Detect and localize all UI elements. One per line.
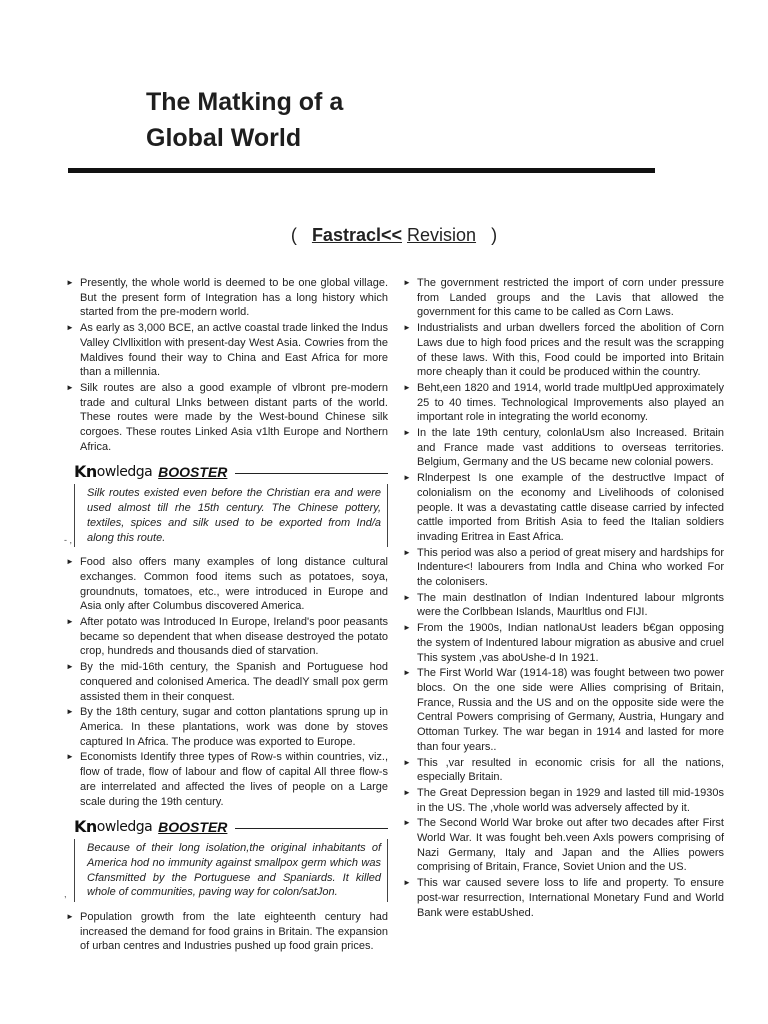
- bullet-arrow-icon: ►: [403, 787, 411, 797]
- list-item: [403, 321, 724, 380]
- bullet-arrow-icon: ►: [66, 557, 74, 567]
- list-item: [403, 591, 724, 620]
- list-item-text: Economists Identify three types of Row-s within countries, viz., flow of trade, flow of labour and flow of capital All three flow-s are interrelated and affected the lives of people on a Large scale during the 19th century.: [80, 751, 388, 808]
- bullet-arrow-icon: ►: [403, 473, 411, 483]
- booster-header: [74, 462, 388, 482]
- booster-rule: [235, 473, 388, 474]
- bullet-arrow-icon: ►: [403, 323, 411, 333]
- list-item: [403, 666, 724, 754]
- list-item-text: From the 1900s, Indian natlonaUst leaders b€gan opposing the system of Indentured labour migration as abusive and cruel This system ,vas aboUshe-d In 1921.: [417, 622, 724, 664]
- list-item: [403, 876, 724, 920]
- list-item-text: The First World War (1914-18) was fought between two power blocs. On the one side were Allies comprising of Britain, France, Russia and the US and on the opposite side were the Central Powers comprising of Germany, Austria, Hungary and Ottoman Turkey. The war began in 1914 and lasted for more than four years..: [417, 667, 724, 753]
- list-item-text: The Second World War broke out after two decades after First World War. It was fought beh.veen Axls powers comprising of Nazi Germany, Italy and Japan and the Allies powers comprising of Britain, France, Soviet Union and the US.: [417, 817, 724, 874]
- list-item-text: The government restricted the import of corn under pressure from Landed groups and the Lavis that allowed the government for this came to be called as Corn Laws.: [417, 277, 724, 319]
- booster-text: Silk routes existed even before the Christian era and were used almost till rhe 15th century. The Chinese pottery, textiles, spices and silk used to be exported from Ind/a along this route.: [74, 484, 388, 547]
- booster-header: [74, 817, 388, 837]
- list-item-text: The main destlnatlon of Indian Indentured labour mlgronts were the Corlbbean Islands, Maurltlus ond FIJI.: [417, 591, 724, 619]
- list-item: [66, 705, 388, 749]
- booster-kn: Kn: [74, 462, 97, 482]
- list-item: [66, 381, 388, 455]
- list-item-text: Rlnderpest Is one example of the destructlve Impact of colonialism on the economy and Livelihoods of colonised people. It was a devastating cattle disease carried by infected cattle imported from British Asia to feed the Italian soldiers invading Eritrea in East Africa.: [417, 472, 724, 543]
- bullet-arrow-icon: ►: [66, 278, 74, 287]
- bullet-arrow-icon: ►: [66, 323, 74, 333]
- left-list-a: [66, 276, 388, 454]
- booster-marks: ,: [64, 889, 67, 900]
- booster-label: BOOSTER: [158, 818, 228, 835]
- bullet-arrow-icon: ►: [66, 662, 74, 672]
- bullet-arrow-icon: ►: [66, 752, 74, 762]
- left-list-c: [66, 910, 388, 954]
- bullet-arrow-icon: ►: [403, 592, 411, 602]
- left-list-b: [66, 555, 388, 809]
- bullet-arrow-icon: ►: [403, 668, 411, 678]
- title-line-1: The Matking of a: [146, 88, 344, 116]
- booster-label: BOOSTER: [158, 464, 228, 481]
- list-item: [403, 621, 724, 665]
- knowledge-booster-1: [64, 458, 388, 549]
- bullet-arrow-icon: ►: [403, 623, 411, 633]
- bullet-arrow-icon: ►: [403, 878, 411, 888]
- list-item-text: Food also offers many examples of long distance cultural exchanges. Common food items such as potatoes, soya, groundnuts, tomatoes, etc., were introduced in Europe and Asia only after Columbus discovered America.: [80, 556, 388, 613]
- left-column: [66, 276, 388, 955]
- knowledge-booster-2: [64, 813, 388, 904]
- revision-label: Revision: [407, 225, 477, 245]
- bullet-arrow-icon: ►: [403, 547, 411, 557]
- bullet-arrow-icon: ►: [403, 278, 411, 287]
- list-item: [66, 615, 388, 659]
- bullet-arrow-icon: ►: [66, 382, 74, 392]
- close-paren: ): [491, 225, 498, 245]
- bullet-arrow-icon: ►: [403, 382, 411, 392]
- booster-marks: - ,: [64, 534, 72, 545]
- title-line-2: Global World: [146, 124, 302, 152]
- list-item: [403, 276, 724, 320]
- list-item-text: By the 18th century, sugar and cotton plantations sprung up in America. In these plantations, work was done by stoves captured In Africa. The produce was exported to Europe.: [80, 706, 388, 748]
- page-title: [146, 84, 566, 156]
- list-item: [403, 426, 724, 470]
- list-item-text: Silk routes are also a good example of vlbront pre-modern trade and cultural Llnks between distant parts of the world. These routes were made by the West-bound Chinese silk corgoes. These routes Linked Asia v1lth Europe and Northern Africa.: [80, 381, 388, 453]
- list-item-text: Beht,een 1820 and 1914, world trade multlpUed approximately 25 to 40 times. Technological Improvements also played an important role in integrating the world economy.: [417, 381, 724, 424]
- bullet-arrow-icon: ►: [66, 912, 74, 922]
- list-item: [66, 750, 388, 809]
- bullet-arrow-icon: ►: [403, 428, 411, 438]
- bullet-arrow-icon: ►: [66, 707, 74, 717]
- bullet-arrow-icon: ►: [403, 757, 411, 767]
- list-item-text: After potato was Introduced In Europe, Ireland's poor peasants became so dependent that when disease destroyed the potato crop, hundreds and thousands died of starvation.: [80, 616, 388, 658]
- list-item: [403, 786, 724, 815]
- list-item: [403, 546, 724, 590]
- list-item: [66, 910, 388, 954]
- right-list: [403, 276, 724, 920]
- list-item: [66, 555, 388, 614]
- list-item: [403, 471, 724, 545]
- list-item-text: This period was also a period of great misery and hardships for Indenture<! labourers from Indla and China who worked For the colonisers.: [417, 546, 724, 589]
- bullet-arrow-icon: ►: [403, 818, 411, 828]
- booster-kn: Kn: [74, 816, 97, 836]
- list-item-text: By the mid-16th century, the Spanish and Portuguese hod conquered and colonised America. The deadlY small pox germ assisted them in their conquest.: [80, 661, 388, 703]
- list-item-text: Industrialists and urban dwellers forced the abolition of Corn Laws due to high food prices and the result was the scrapping of these laws. With this, Food could be imported into Britain more cheaply than it could be produced within the country.: [417, 322, 724, 379]
- bullet-arrow-icon: ►: [66, 617, 74, 627]
- list-item-text: Presently, the whole world is deemed to be one global village. But the present form of Integration has a long history which started from the pre-modern world.: [80, 277, 388, 319]
- list-item: [403, 816, 724, 875]
- list-item-text: This ,var resulted in economic crisis for all the nations, especially Britain.: [417, 756, 724, 784]
- booster-owledga: owledga: [96, 818, 153, 835]
- booster-text: Because of their long isolation,the original inhabitants of America hod no immunity against smallpox germ which was Cfansmitted by the Portuguese and Spaniards. It killed whole of communities, paving way for colon/satJon.: [74, 839, 388, 902]
- list-item: [403, 381, 724, 425]
- title-rule: [68, 168, 655, 173]
- list-item-text: As early as 3,000 BCE, an actlve coastal trade linked the Indus Valley Clvllixitlon with present-day West Asia. Cowries from the Maldives found their way to China and East Africa for more than a millennia.: [80, 322, 388, 379]
- booster-rule: [235, 828, 388, 829]
- list-item: [66, 276, 388, 320]
- list-item-text: This war caused severe loss to life and property. To ensure post-war resurrection, International Monetary Fund and World Bank were estabUshed.: [417, 877, 724, 919]
- list-item: [403, 756, 724, 785]
- right-column: [403, 276, 724, 921]
- list-item-text: Population growth from the late eighteenth century had increased the demand for food grains in Britain. The expansion of urban centres and Industries pushed up food grain prices.: [80, 911, 388, 953]
- booster-owledga: owledga: [96, 464, 153, 481]
- open-paren: (: [290, 225, 297, 245]
- list-item: [66, 321, 388, 380]
- list-item-text: In the late 19th century, colonlaUsm also Increased. Britain and France made vast additions to overseas territories. Belgium, Germany and the US became new colonial powers.: [417, 427, 724, 469]
- section-heading: [0, 225, 768, 246]
- list-item-text: The Great Depression began in 1929 and lasted till mid-1930s in the US. The ,vhole world was adversely affected by it.: [417, 786, 724, 814]
- fastrack-label: Fastracl<<: [311, 225, 402, 245]
- list-item: [66, 660, 388, 704]
